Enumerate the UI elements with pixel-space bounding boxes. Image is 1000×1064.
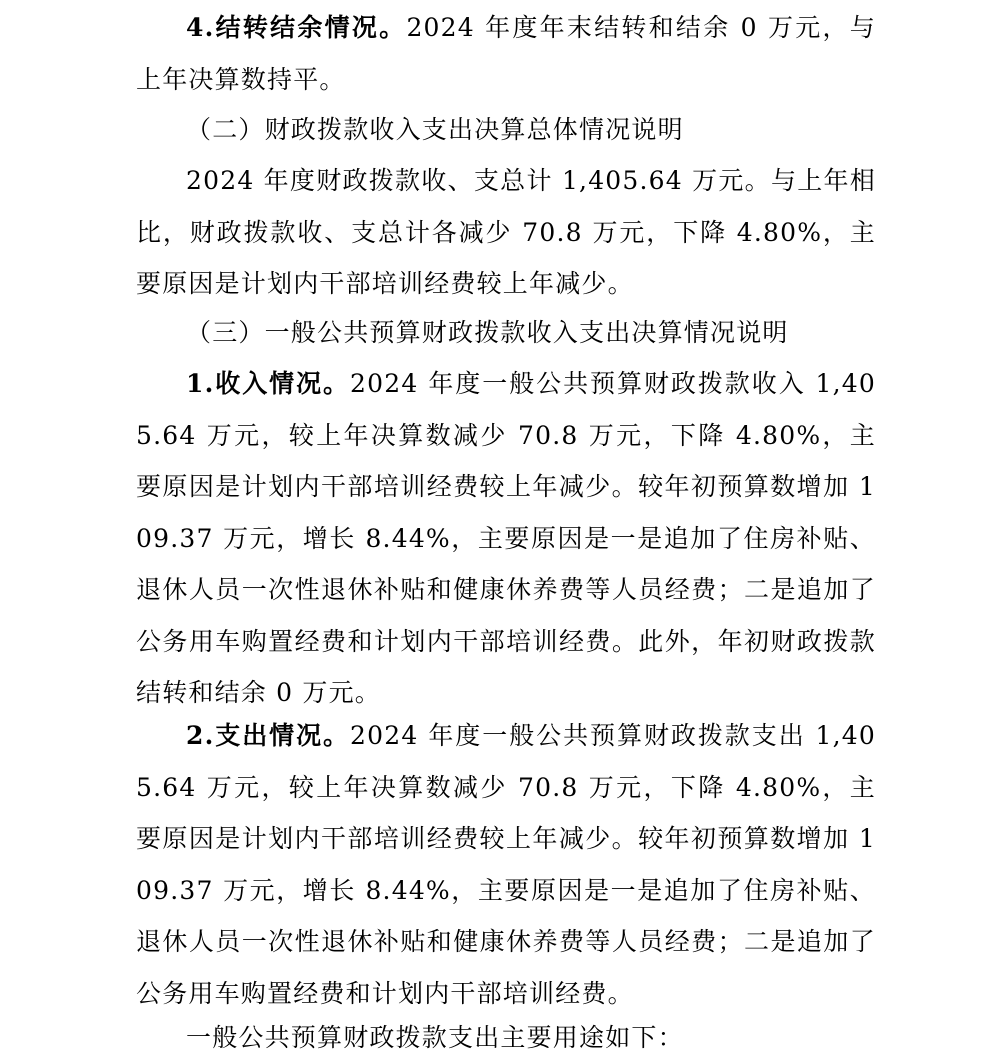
fiscal-overview-text: 2024 年度财政拨款收、支总计 1,405.64 万元。与上年相比，财政拨款收、支总计各减少 70.8 万元，下降 4.80%，主要原因是计划内干部培训经费较上年减少。 [136,166,876,298]
paragraph-main-uses [136,1012,876,1064]
paragraph-fiscal-overview [136,155,876,310]
paragraph-carryover-balance [136,2,876,105]
section-title-general-budget: （三）一般公共预算财政拨款收入支出决算情况说明 [186,318,789,347]
paragraph-expenditure [136,710,876,1019]
income-text: 2024 年度一般公共预算财政拨款收入 1,405.64 万元，较上年决算数减少 70.8 万元，下降 4.80%，主要原因是计划内干部培训经费较上年减少。较年初预算数增加 109.37 万元，增长 8.44%，主要原因是一是追加了住房补贴、退休人员一次性退休补贴和健康休养费等人员经费；二是追加了公务用车购置经费和计划内干部培训经费。此外，年初财政拨款结转和结余 0 万元。 [136,369,877,707]
carryover-heading: 4.结转结余情况。 [186,13,407,42]
income-heading: 1.收入情况。 [186,369,351,398]
expenditure-heading: 2.支出情况。 [186,721,351,750]
paragraph-income [136,358,876,719]
section-title-fiscal-overview: （二）财政拨款收入支出决算总体情况说明 [186,115,684,144]
carryover-text: 2024 年度年末结转和结余 0 万元，与上年决算数持平。 [136,13,876,94]
expenditure-text: 2024 年度一般公共预算财政拨款支出 1,405.64 万元，较上年决算数减少 70.8 万元，下降 4.80%，主要原因是计划内干部培训经费较上年减少。较年初预算数增加 109.37 万元，增长 8.44%，主要原因是一是追加了住房补贴、退休人员一次性退休补贴和健康休养费等人员经费；二是追加了公务用车购置经费和计划内干部培训经费。 [136,721,877,1008]
main-uses-text: 一般公共预算财政拨款支出主要用途如下： [186,1023,684,1052]
